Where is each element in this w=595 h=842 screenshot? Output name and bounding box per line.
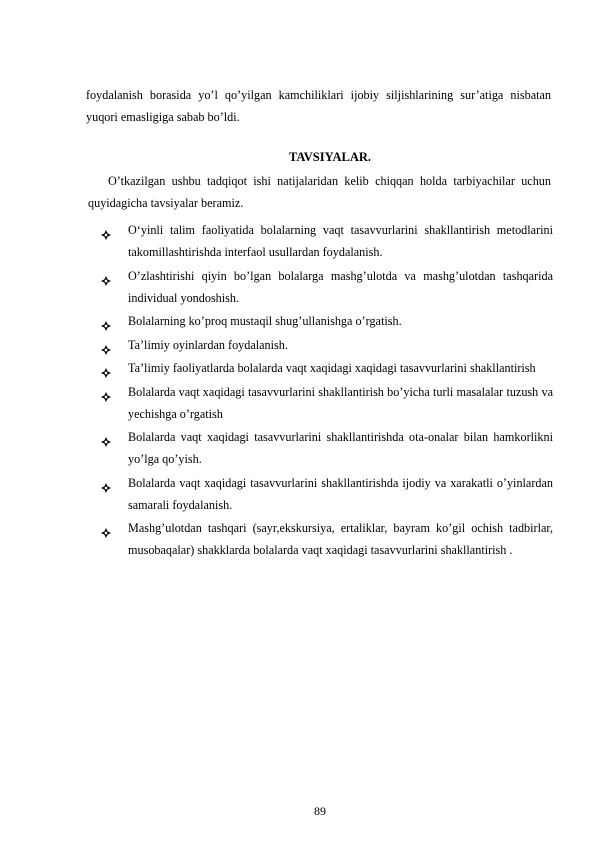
list-item [101, 265, 553, 309]
list-item [101, 426, 553, 470]
list-item-text: Bolalarda vaqt xaqidagi tasavvurlarini shakllantirish bo’yicha turli masalalar tuzush va yechishga o’rgatish [128, 384, 553, 421]
lead-paragraph [88, 170, 551, 214]
bullet-diamond-icon [101, 387, 111, 397]
page-number: 89 [314, 804, 326, 818]
list-item [101, 334, 553, 356]
lead-paragraph-text: O’tkazilgan ushbu tadqiqot ishi natijalaridan kelib chiqqan holda tarbiyachilar uchun quyidagicha tavsiyalar beramiz. [88, 174, 551, 210]
bullet-diamond-icon [101, 432, 111, 442]
list-item-text: Ta’limiy oyinlardan foydalanish. [128, 337, 288, 352]
bullet-diamond-icon [101, 523, 111, 533]
bullet-diamond-icon [101, 316, 111, 326]
list-item [101, 472, 553, 516]
list-item-text: Bolalarda vaqt xaqidagi tasavvurlarini shakllantirishda ota-onalar bilan hamkorlikni yo’lga qo’yish. [128, 430, 553, 466]
bullet-diamond-icon [101, 340, 111, 350]
recommendations-list [101, 219, 553, 563]
bullet-diamond-icon [101, 271, 111, 281]
list-item [101, 517, 553, 561]
list-item-text: Bolalarning ko’proq mustaqil shug’ullanishga o’rgatish. [128, 314, 402, 328]
list-item [101, 219, 553, 263]
list-item [101, 310, 553, 332]
list-item [101, 381, 553, 425]
list-item-text: Bolalarda vaqt xaqidagi tasavvurlarini shakllantirishda ijodiy va xarakatli o’yinlardan samarali foydalanish. [128, 475, 553, 512]
list-item [101, 357, 553, 379]
bullet-diamond-icon [101, 478, 111, 488]
section-heading: TAVSIYALAR. [288, 150, 372, 164]
bullet-diamond-icon [101, 225, 111, 235]
list-item-text: O‘yinli talim faoliyatida bolalarning vaqt tasavvurlarini shakllantirish metodlarini takomillashtirishda interfaol usullardan foydalanish. [128, 223, 553, 259]
intro-paragraph: foydalanish borasida yo’l qo’yilgan kamchiliklari ijobiy siljishlarining sur’atiga nisbatan yuqori emasligiga sabab bo’ldi. [86, 88, 551, 124]
bullet-diamond-icon [101, 363, 111, 373]
list-item-text: O’zlashtirishi qiyin bo’lgan bolalarga mashg’ulotda va mashg’ulotdan tashqarida individual yondoshish. [128, 268, 553, 305]
list-item-text: Mashg’ulotdan tashqari (sayr,ekskursiya, ertaliklar, bayram ko’gil ochish tadbirlar, musobaqalar) shakklarda bolalarda vaqt xaqidagi tasavvurlarini shakllantirish . [128, 521, 553, 557]
list-item-text: Ta’limiy faoliyatlarda bolalarda vaqt xaqidagi xaqidagi tasavvurlarini shakllantirish [128, 361, 536, 375]
